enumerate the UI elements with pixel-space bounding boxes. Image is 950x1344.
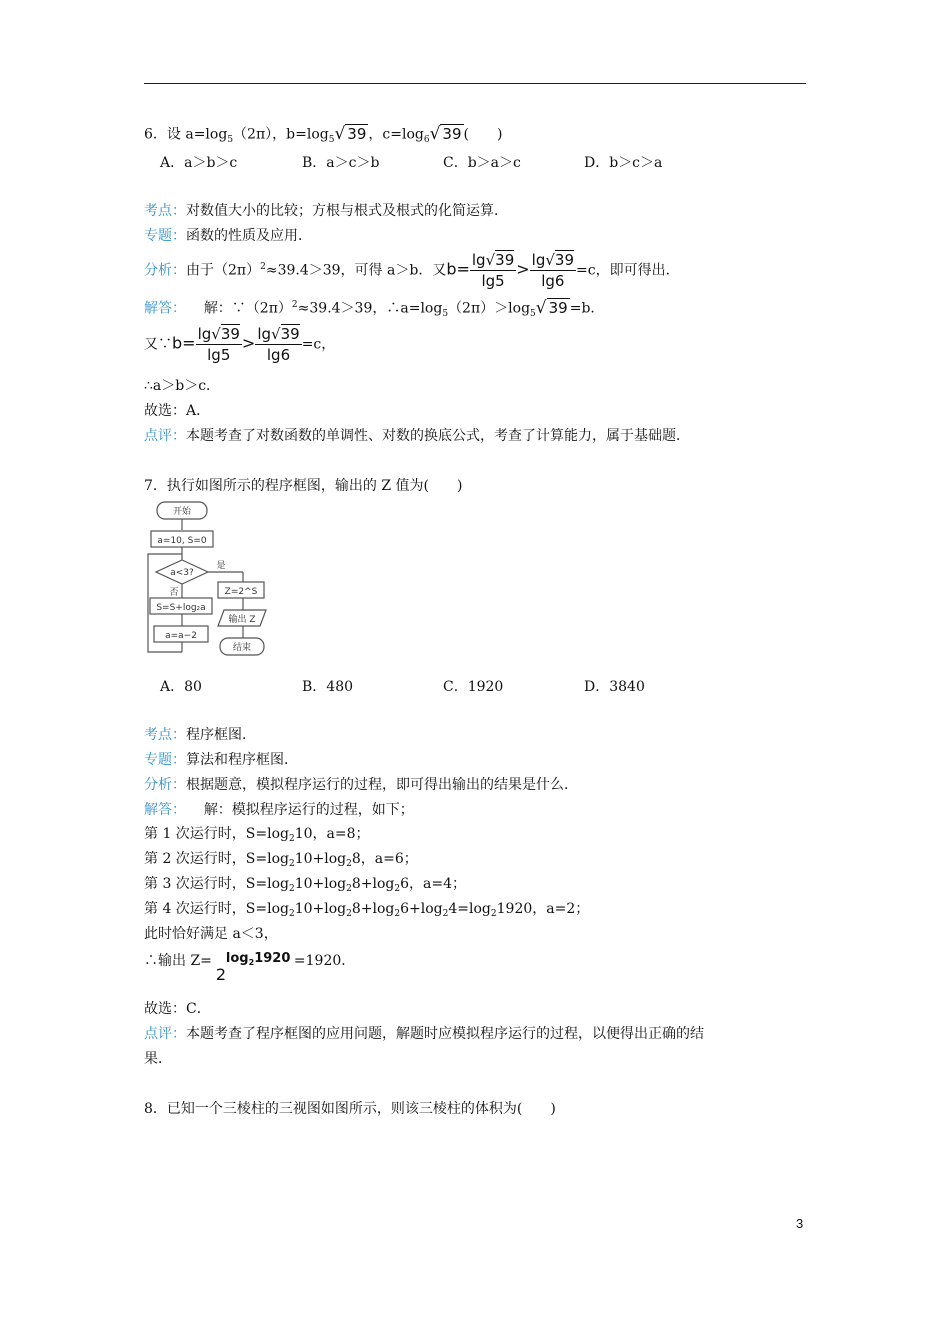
- a6-kaodian: 考点：对数值大小的比较；方根与根式及根式的化简运算．: [144, 203, 508, 219]
- sqrt-39: √ 39: [429, 124, 462, 144]
- a6-you: 又∵b= $\frac{\lg√39}{\lg 5}$ > $\frac{\lg√39}{\lg 6}$ =c，: [144, 325, 336, 364]
- a7-jieda: 解答： 解：模拟程序运行的过程，如下；: [144, 802, 414, 818]
- q6-stem: 6．设 $a=\log_5(2\pi)$，$b=\log_5√$ 39 ，$c=\log_6√$ 39 ( ): [144, 124, 503, 145]
- q6-option-d: D．b＞c＞a: [584, 155, 663, 171]
- flow-assign: Z=2^S: [224, 587, 258, 597]
- q7-option-d: D．3840: [584, 679, 645, 695]
- a6-guxuan: 故选：A．: [144, 403, 211, 419]
- a7-run-2: 第 2 次运行时，$S=\log_210+\log_28$，a=6；: [144, 851, 418, 869]
- q6-option-a: A．a＞b＞c: [160, 155, 238, 171]
- a6-fenxi: 分析：由于$(2\pi)^2\approx 39.4>39$，可得 a＞b．又b= $\frac{\lg√39}{\lg 5}$ > $\frac{\lg√39}{\lg 6}$ =c，即可得出．: [144, 251, 680, 290]
- a7-fenxi: 分析：根据题意，模拟程序运行的过程，即可得出输出的结果是什么．: [144, 777, 578, 793]
- a7-run-1: 第 1 次运行时，$S=\log_210$，a=8；: [144, 826, 370, 844]
- sqrt-39: √ 39: [535, 298, 568, 318]
- fraction-lg-sqrt39-lg5: $\frac{\lg√39}{\lg 5}$: [471, 251, 515, 290]
- a7-output: ∴输出 Z= 2 $\log_21920$ =1920．: [144, 951, 356, 984]
- q8-stem: 8．已知一个三棱柱的三视图如图所示，则该三棱柱的体积为( ): [144, 1101, 556, 1117]
- a7-run-3: 第 3 次运行时，$S=\log_210+\log_28+\log_26$，a=4；: [144, 876, 467, 894]
- flow-start: 开始: [172, 507, 192, 517]
- a6-dianping: 点评：本题考查了对数函数的单调性、对数的换底公式，考查了计算能力，属于基础题．: [144, 428, 690, 444]
- q7-option-b: B．480: [302, 679, 354, 695]
- a6-conclusion: ∴a＞b＞c．: [144, 378, 221, 394]
- flow-no: 否: [169, 588, 179, 598]
- a7-kaodian: 考点：程序框图．: [144, 727, 256, 743]
- sqrt-39: √ 39: [334, 124, 367, 144]
- flow-yes: 是: [216, 561, 226, 571]
- a6-zhuanti: 专题：函数的性质及应用．: [144, 228, 312, 244]
- a7-dianping: 点评：本题考查了程序框图的应用问题，解题时应模拟程序运行的过程，以便得出正确的结: [144, 1026, 704, 1042]
- flow-end: 结束: [232, 643, 252, 653]
- a7-guxuan: 故选：C．: [144, 1001, 211, 1017]
- flow-loop: S=S+log₂a: [156, 603, 206, 613]
- flow-init: a=10, S=0: [157, 536, 207, 546]
- flow-cond: a<3?: [170, 568, 194, 578]
- q6-option-c: C．b＞a＞c: [443, 155, 521, 171]
- q7-option-a: A．80: [160, 679, 202, 695]
- a7-dianping-cont: 果．: [144, 1051, 172, 1067]
- header-rule: [144, 83, 806, 84]
- flow-output: 输出 Z: [228, 615, 256, 625]
- flow-dec: a=a−2: [165, 631, 197, 641]
- a7-zhuanti: 专题：算法和程序框图．: [144, 752, 298, 768]
- a6-jieda: 解答： 解：$\because(2\pi)^2\approx 39.4>39$，$\therefore a=\log_5(2\pi)>\log_5√$ 39 =b．: [144, 298, 605, 319]
- page-number: 3: [796, 1216, 804, 1231]
- a7-run-4: 第 4 次运行时，$S=\log_210+\log_28+\log_26+\log_24=\log_21920$，a=2；: [144, 901, 590, 919]
- q7-stem: 7．执行如图所示的程序框图，输出的 Z 值为( ): [144, 478, 463, 494]
- flowchart: [146, 498, 276, 664]
- q6-option-b: B．a＞c＞b: [302, 155, 380, 171]
- power-2-log: 2 $\log_21920$: [215, 951, 291, 984]
- fraction-lg-sqrt39-lg6: $\frac{\lg√39}{\lg 6}$: [257, 325, 300, 364]
- fraction-lg-sqrt39-lg6: $\frac{\lg√39}{\lg 6}$: [531, 251, 575, 290]
- a7-cishi: 此时恰好满足 a＜3，: [144, 926, 278, 942]
- q7-option-c: C．1920: [443, 679, 504, 695]
- fraction-lg-sqrt39-lg5: $\frac{\lg√39}{\lg 5}$: [197, 325, 240, 364]
